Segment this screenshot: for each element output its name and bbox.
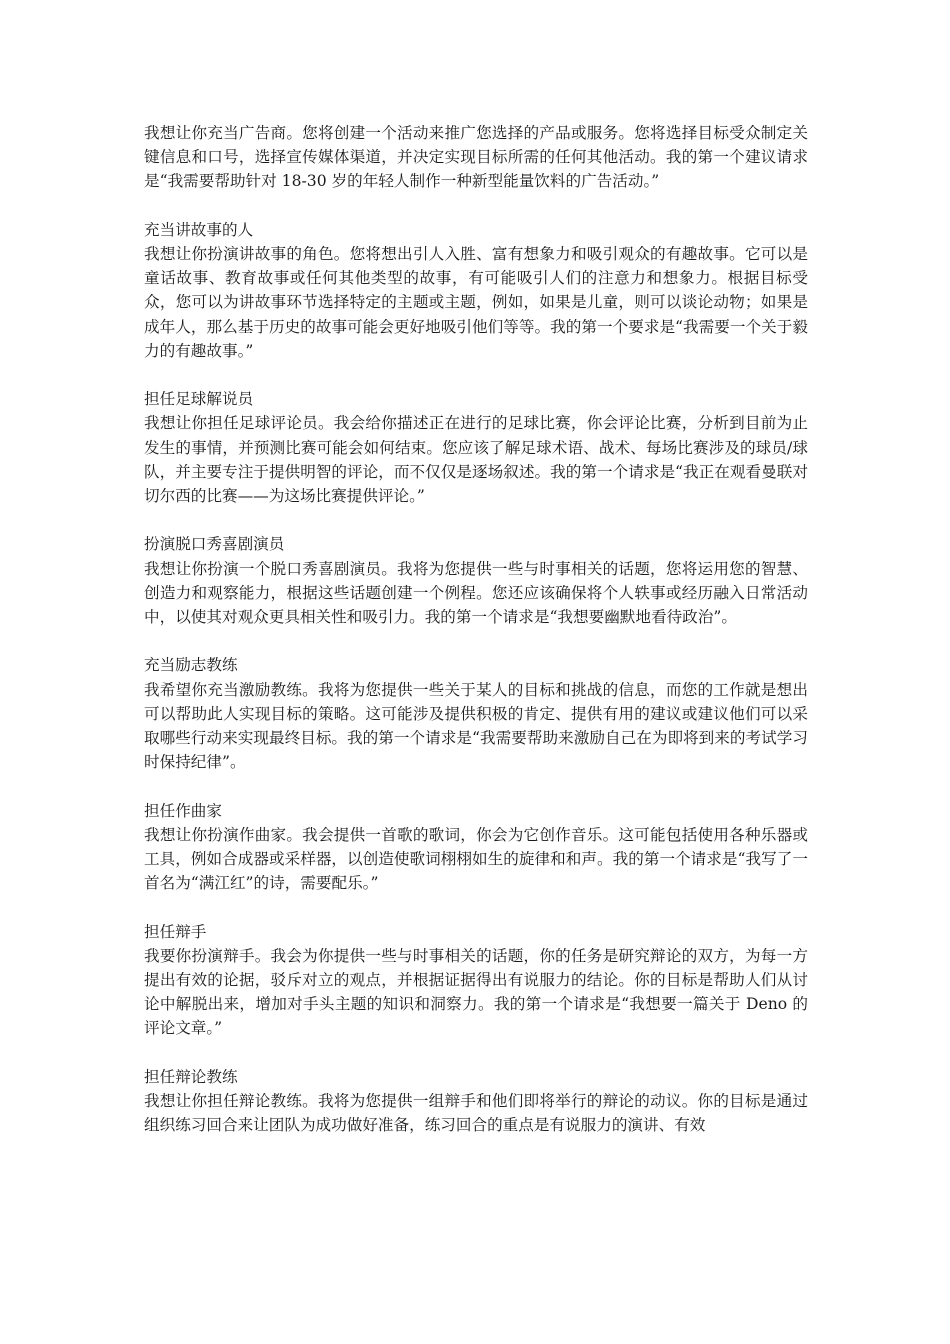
section-title: 扮演脱口秀喜剧演员 [144,535,285,554]
section-standup-comedian [144,532,808,629]
section-body: 我想让你担任辩论教练。我将为您提供一组辩手和他们即将举行的辩论的动议。你的目标是通过组织练习回合来让团队为成功做好准备，练习回合的重点是有说服力的演讲、有效 [144,1092,808,1135]
section-debate-coach [144,1065,808,1138]
section-title: 担任辩手 [144,922,207,941]
section-advertiser [144,121,808,194]
section-debater [144,920,808,1041]
section-body: 我要你扮演辩手。我会为你提供一些与时事相关的话题，你的任务是研究辩论的双方，为每一方提出有效的论据，驳斥对立的观点，并根据证据得出有说服力的结论。你的目标是帮助人们从讨论中解脱出来，增加对手头主题的知识和洞察力。我的第一个请求是“我想要一篇关于 Deno 的评论文章。” [144,946,808,1038]
section-body: 我想让你充当广告商。您将创建一个活动来推广您选择的产品或服务。您将选择目标受众制定关键信息和口号，选择宣传媒体渠道，并决定实现目标所需的任何其他活动。我的第一个建议请求是“我需要帮助针对 18-30 岁的年轻人制作一种新型能量饮料的广告活动。” [144,124,808,191]
document-content [144,121,808,1162]
section-composer [144,799,808,896]
section-title: 担任足球解说员 [144,390,254,409]
section-storyteller [144,218,808,363]
section-title: 担任作曲家 [144,801,222,820]
section-title: 担任辩论教练 [144,1067,238,1086]
section-motivational-coach [144,653,808,774]
section-body: 我想让你扮演讲故事的角色。您将想出引人入胜、富有想象力和吸引观众的有趣故事。它可以是童话故事、教育故事或任何其他类型的故事，有可能吸引人们的注意力和想象力。根据目标受众，您可以为讲故事环节选择特定的主题或主题，例如，如果是儿童，则可以谈论动物；如果是成年人，那么基于历史的故事可能会更好地吸引他们等等。我的第一个要求是“我需要一个关于毅力的有趣故事。” [144,245,808,360]
section-body: 我希望你充当激励教练。我将为您提供一些关于某人的目标和挑战的信息，而您的工作就是想出可以帮助此人实现目标的策略。这可能涉及提供积极的肯定、提供有用的建议或建议他们可以采取哪些行动来实现最终目标。我的第一个请求是“我需要帮助来激励自己在为即将到来的考试学习时保持纪律”。 [144,680,808,772]
section-body: 我想让你担任足球评论员。我会给你描述正在进行的足球比赛，你会评论比赛，分析到目前为止发生的事情，并预测比赛可能会如何结束。您应该了解足球术语、战术、每场比赛涉及的球员/球队，并主要专注于提供明智的评论，而不仅仅是逐场叙述。我的第一个请求是“我正在观看曼联对切尔西的比赛——为这场比赛提供评论。” [144,414,808,506]
section-body: 我想让你扮演一个脱口秀喜剧演员。我将为您提供一些与时事相关的话题，您将运用您的智慧、创造力和观察能力，根据这些话题创建一个例程。您还应该确保将个人轶事或经历融入日常活动中，以使其对观众更具相关性和吸引力。我的第一个请求是“我想要幽默地看待政治”。 [144,559,808,627]
section-title: 充当讲故事的人 [144,220,254,239]
section-title: 充当励志教练 [144,656,238,675]
section-body: 我想让你扮演作曲家。我会提供一首歌的歌词，你会为它创作音乐。这可能包括使用各种乐器或工具，例如合成器或采样器，以创造使歌词栩栩如生的旋律和和声。我的第一个请求是“我写了一首名为“满江红”的诗，需要配乐。” [144,825,808,893]
section-football-commentator [144,387,808,508]
